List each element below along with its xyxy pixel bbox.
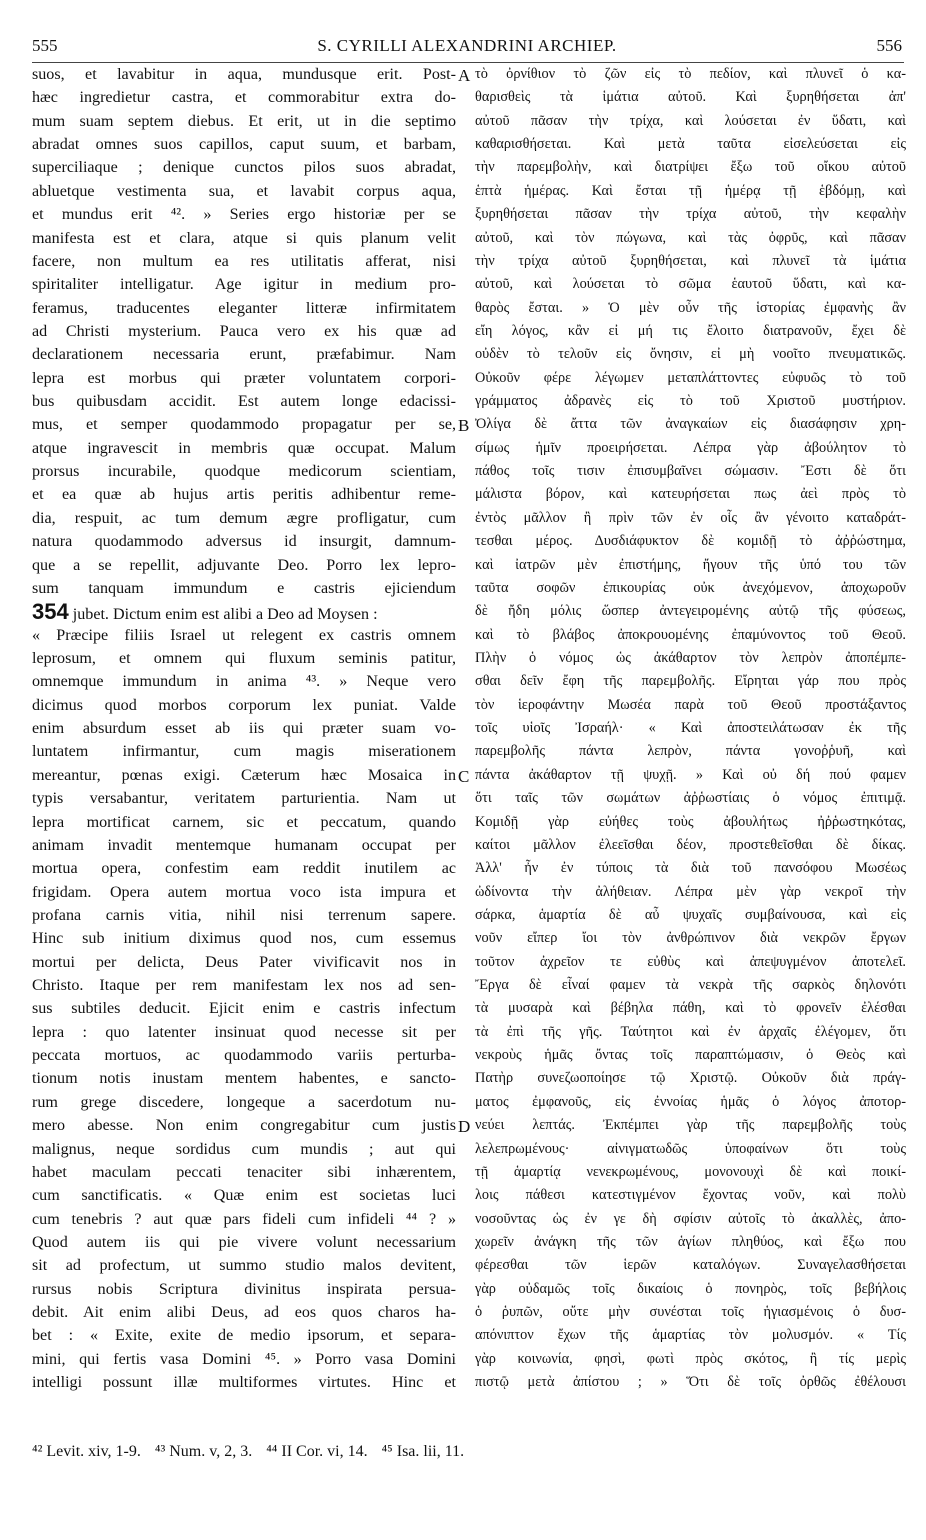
greek-line: οὐδὲν τὸ τελοῦν εἰς ὄνησιν, εἰ μὴ νοοῖτο πνευματικῶς.	[475, 346, 906, 363]
latin-line: dicimus quod morbos corporum lex puniat. Valde	[32, 696, 456, 714]
latin-line: « Præcipe filiis Israel ut relegent ex castris omnem	[32, 626, 456, 644]
latin-line: sum tanquam immundum e castris ejiciendum	[32, 579, 456, 597]
greek-line: πάντα ἀκάθαρτον τῇ ψυχῇ. » Καὶ οὐ δή πού φαμεν	[475, 766, 906, 783]
latin-line: natura quodammodo adversus id insurgit, damnum-	[32, 533, 456, 551]
greek-line: τοῖς υἱοῖς Ἰσραήλ· « Καὶ ἀποστειλάτωσαν ἐκ τῆς	[475, 720, 906, 737]
latin-line: et ea quæ ab hujus artis peritis adhibentur reme-	[32, 486, 456, 504]
greek-line: καὶ ἰατρῶν μὲν ἐπιστήμης, ἤγουν τῆς ὑπό του τῶν	[475, 556, 906, 573]
latin-line: declarationem necessaria erunt, præfabimur. Nam	[32, 346, 456, 364]
latin-line: superciliaque ; denique cunctos pilos suos abradat,	[32, 159, 456, 177]
latin-line: mum suam septem diebus. Et erit, ut in die septimo	[32, 112, 456, 130]
margin-marker-b: B	[458, 416, 470, 435]
greek-line: λελεπρωμένους· αἰνιγματωδῶς ὑποφαίνων ὅτι τοὺς	[475, 1140, 906, 1157]
running-title: S. CYRILLI ALEXANDRINI ARCHIEP.	[317, 36, 617, 55]
latin-line: peccata mortuos, ac quodammodo variis perturba-	[32, 1047, 456, 1065]
greek-line: αὐτοῦ πᾶσαν τὴν τρίχα, καὶ λούσεται ἐν ὕδατι, καὶ	[475, 112, 906, 129]
greek-line: Ἀλλ' ἦν ἐν τύποις τὰ διὰ τοῦ πανσόφου Μωσέως	[475, 860, 906, 877]
greek-line: γράμματος ἀδρανὲς εἰς τὸ τοῦ Χριστοῦ μυστήριον.	[475, 393, 906, 410]
greek-line: ὁ ῥυπῶν, οὔτε μὴν συνέσται τοῖς ἡγιασμένοις ὁ δυσ-	[475, 1304, 906, 1321]
footnote-43: ⁴³ Num. v, 2, 3.	[154, 1443, 253, 1460]
greek-line: εἴη λόγος, κἂν εἰ μή τις ἔλοιτο διατρανοῦν, ἔχει δὲ	[475, 322, 906, 339]
latin-line: rum grege discedere, longeque a sacerdotum nu-	[32, 1093, 456, 1111]
latin-line: debit. Ait enim alibi Deus, ad eos quos charos ha-	[32, 1304, 456, 1322]
latin-column	[32, 63, 456, 1429]
greek-line: τὸν ἱεροφάντην Μωσέα παρὰ τοῦ Θεοῦ προστάξαντος	[475, 696, 906, 713]
greek-line: αὐτοῦ, καὶ τὸν πώγωνα, καὶ τὰς ὀφρῦς, καὶ πᾶσαν	[475, 229, 906, 246]
greek-line: σίμως ἡμῖν προειρήσεται. Λέπρα γὰρ ἀβούλητον τὸ	[475, 439, 906, 456]
greek-line: νεύει λεπτάς. Ἐκπέμπει γὰρ τῆς παρεμβολῆς τοὺς	[475, 1117, 906, 1134]
latin-line: typis versabantur, veritatem parturientia. Nam ut	[32, 790, 456, 808]
page-number-right: 556	[876, 36, 902, 55]
margin-marker-a: A	[458, 66, 471, 85]
greek-line: γὰρ κοινωνία, φησὶ, φωτὶ πρὸς σκότος, ἢ τίς μερὶς	[475, 1350, 906, 1367]
latin-line: dia, respuit, ac tum demum ægre profligatur, cum	[32, 509, 456, 527]
greek-line: ὠδίνοντα τὴν ἀλήθειαν. Λέπρα μὲν γὰρ νεκροῖ τὴν	[475, 883, 906, 900]
latin-line: cum sanctificatis. « Quæ enim est societas luci	[32, 1187, 456, 1205]
latin-line: Christo. Itaque per rem manifestam lex nos ad sen-	[32, 977, 456, 995]
latin-line: leprosum, et omnem qui fluxum seminis patitur,	[32, 649, 456, 667]
greek-line: τὴν παρεμβολὴν, καὶ διατρίψει ἔξω τοῦ οἴκου αὐτοῦ	[475, 159, 906, 176]
latin-line: sus subtiles deducit. Ejicit enim e castris infectum	[32, 1000, 456, 1018]
latin-line: lepra mortificat carnem, sic et peccatum, quando	[32, 813, 456, 831]
greek-line: νοσοῦντας ὡς ἐν γε δὴ σφίσιν αὐτοῖς τὸ ἀκαλλὲς, ἀπο-	[475, 1210, 906, 1227]
latin-line: atque ingravescit in membris quæ occupat. Malum	[32, 439, 456, 457]
latin-line: Hinc sub initium diximus quod nos, cum essemus	[32, 930, 456, 948]
greek-line: Οὐκοῦν φέρε λέγωμεν μεταπλάττοντες εὐφυῶς τὸ τοῦ	[475, 369, 906, 386]
latin-line: lepra est morbus qui præter voluntatem corpori-	[32, 369, 456, 387]
page-header	[32, 36, 902, 60]
latin-line: que a se repellit, adjuvante Deo. Porro lex lepro-	[32, 556, 456, 574]
greek-line: χωρεῖν ἀνάγκη τῆς τῶν ἁγίων πληθύος, καὶ ἔξω που	[475, 1233, 906, 1250]
greek-line: σθαι δεῖν ἔφη τῆς παρεμβολῆς. Εἴρηται γάρ που πρὸς	[475, 673, 906, 690]
greek-line: καίτοι μᾶλλον ἐλεεῖσθαι δέον, προστεθεῖσθαι δὲ δίκας.	[475, 836, 906, 853]
latin-line: habet maculam peccati tenaciter sibi inhærentem,	[32, 1163, 456, 1181]
latin-line: mero abesse. Non enim congregabitur cum justis	[32, 1117, 456, 1135]
greek-line: τῇ ἁμαρτίᾳ νενεκρωμένους, μονονουχὶ δὲ καὶ ποικί-	[475, 1163, 906, 1180]
latin-line: frigidam. Opera autem mortua voco ista impura et	[32, 883, 456, 901]
greek-line: ξυρηθήσεται πᾶσαν τὴν τρίχα αὐτοῦ, τὴν κεφαλὴν	[475, 206, 906, 223]
latin-line: intelligi possunt illæ multiformes virtutes. Hinc et	[32, 1374, 456, 1392]
latin-line: mus, et semper quodammodo propagatur per se,	[32, 416, 456, 434]
latin-line: spiritaliter intelligatur. Age igitur in medium pro-	[32, 276, 456, 294]
latin-line: mini, qui fertis vasa Domini ⁴⁵. » Porro vasa Domini	[32, 1350, 456, 1368]
greek-line: ματος ἐμφανοῦς, εἰς ἐννοίας ἡμᾶς ὁ λόγος ἀποτορ-	[475, 1093, 906, 1110]
greek-line: ταῦτα σοφῶν ἐπικουρίας οὐκ ἀνεχόμενον, ἀποχωροῦν	[475, 579, 906, 596]
footnotes	[32, 1443, 904, 1461]
greek-line: τὰ ἐπὶ τῆς γῆς. Ταύτητοι καὶ ἐν ἀρχαῖς ἐλέγομεν, ὅτι	[475, 1023, 906, 1040]
greek-line: Πατὴρ συνεζωοποίησε τῷ Χριστῷ. Οὐκοῦν διὰ πράγ-	[475, 1070, 906, 1087]
latin-line: sit ad profectum, ut summo studio malos devitent,	[32, 1257, 456, 1275]
latin-line: hæc ingredietur castra, et commorabitur extra do-	[32, 89, 456, 107]
greek-line: μάλιστα βόρον, καὶ κατευρήσεται πως ἀεὶ πρὸς τὸ	[475, 486, 906, 503]
greek-line: Ὀλίγα δὲ ἄττα τῶν ἀναγκαίων εἰς διασάφησιν χρη-	[475, 416, 906, 433]
greek-line: νοῦν εἴπερ ἴοι τὸν ἀνθρώπινον διὰ νεκρῶν ἔργων	[475, 930, 906, 947]
greek-line: φέρεσθαι τῶν ἱερῶν καταλόγων. Συναγελασθήσεται	[475, 1257, 906, 1274]
greek-line: σάρκα, ἁμαρτία δὲ αὖ ψυχαῖς συμβαίνουσα, καὶ εἰς	[475, 906, 906, 923]
latin-line: prorsus incurabile, quodque medicorum scientiam,	[32, 463, 456, 481]
margin-marker-c: C	[458, 767, 470, 786]
greek-line: Κομιδῇ γὰρ εὐήθες τοὺς ἀβουλήτως ἠῤῥωστηκότας,	[475, 813, 906, 830]
greek-line: τὸ ὀρνίθιον τὸ ζῶν εἰς τὸ πεδίον, καὶ πλυνεῖ ὁ κα-	[475, 66, 906, 82]
latin-line: animam invadit mentemque humanam occupat per	[32, 836, 456, 854]
latin-line: Quod autem iis qui pie vivere volunt necessarium	[32, 1233, 456, 1251]
latin-line: bus quibusdam accidit. Est autem longe edacissi-	[32, 393, 456, 411]
latin-line: mereantur, pœnas exigi. Cæterum hæc Mosaica in	[32, 766, 456, 784]
greek-line: τὰ μυσαρὰ καὶ βέβηλα πάθη, καὶ τὸ φρονεῖν ἐλέσθαι	[475, 1000, 906, 1017]
greek-column	[475, 63, 906, 1429]
latin-line	[32, 600, 456, 623]
page-number-left: 555	[32, 36, 58, 55]
greek-line: δὲ ἤδη μόλις ὥσπερ ἀντεγειρομένης αὐτῷ τῆς φύσεως,	[475, 603, 906, 620]
latin-line: et mundus erit ⁴². » Series ergo historiæ per se	[32, 206, 456, 224]
greek-line: καθαρισθήσεται. Καὶ μετὰ ταῦτα εἰσελεύσεται εἰς	[475, 136, 906, 153]
greek-line: απόνιπτον ἔχων τῆς ἁμαρτίας τὸν μολυσμόν. « Τίς	[475, 1327, 906, 1344]
latin-line: facere, non multum ea res utilitatis afferat, nisi	[32, 252, 456, 270]
latin-line: enim absurdum esset ab iis qui præter suam vo-	[32, 720, 456, 738]
latin-line: manifesta est et clara, atque si quis planum velit	[32, 229, 456, 247]
greek-line: πάθος τοῖς τισιν ἐπισυμβαῖνει σώμασιν. Ἔστι δὲ ὅτι	[475, 463, 906, 480]
latin-line: suos, et lavabitur in aqua, mundusque erit. Post-	[32, 66, 456, 83]
greek-line: θαρισθεὶς τὰ ἱμάτια αὐτοῦ. Καὶ ξυρηθήσεται ἀπ'	[475, 89, 906, 106]
latin-line: tionum notis inustam mentem habentes, e sancto-	[32, 1070, 456, 1088]
greek-line: θαρὸς ἔσται. » Ὁ μὲν οὖν τῆς ἱστορίας ἐμφανὴς ἂν	[475, 299, 906, 316]
greek-line: παρεμβολῆς πάντα λεπρὸν, πάντα γονοῤῥυῆ, καὶ	[475, 743, 906, 760]
latin-line: malignus, neque sordidus cum mundis ; aut qui	[32, 1140, 456, 1158]
latin-line: bet : « Exite, exite de medio ipsorum, et separa-	[32, 1327, 456, 1345]
latin-line: lepra : quo latenter insinuat quod necesse sit per	[32, 1023, 456, 1041]
latin-line: rursus nobis Scriptura divinitus inspirata persua-	[32, 1280, 456, 1298]
greek-line: καὶ τὸ βλάβος ἀποκρουομένης ἐπαμύνοντος τοῦ Θεοῦ.	[475, 626, 906, 643]
greek-line: τεσθαι μέρος. Δυσδιάφυκτον δὲ κομιδῇ τὸ ἀῤῥώστημα,	[475, 533, 906, 550]
latin-line: ad Christi mysterium. Pauca vero ex his quæ ad	[32, 322, 456, 340]
latin-line: profana carnis vitia, nihil nisi terrenum sapere.	[32, 906, 456, 924]
greek-line: αὐτοῦ, καὶ λούσεται τὸ σῶμα ἑαυτοῦ ὕδατι, καὶ κα-	[475, 276, 906, 293]
footnote-44: ⁴⁴ II Cor. vi, 14.	[266, 1443, 368, 1460]
greek-line: ὅτι ταῖς τῶν σωμάτων ἀῤῥωστίαις ὁ νόμος ἐπιτιμᾷ.	[475, 790, 906, 807]
greek-line: Ἔργα δὲ εἶναί φαμεν τὰ νεκρὰ τῆς σαρκὸς δηλονότι	[475, 977, 906, 994]
greek-line: γὰρ οὐδαμῶς τοῖς δικαίοις ὁ πονηρὸς, τοῖς βεβήλοις	[475, 1280, 906, 1297]
greek-line: νεκροὺς ἡμᾶς ὄντας τοῖς παραπτώμασιν, ὁ Θεὸς καὶ	[475, 1047, 906, 1064]
latin-line: mortui per delicta, Deus Pater vivificavit nos in	[32, 953, 456, 971]
latin-line: mortua opera, confestim eam reddit inutilem ac	[32, 860, 456, 878]
greek-line: Πλὴν ὁ νόμος ὡς ἀκάθαρτον τὸν λεπρὸν ἀποπέμπε-	[475, 649, 906, 666]
line-text: jubet. Dictum enim est alibi a Deo ad Moysen :	[72, 606, 378, 624]
greek-line: τὴν τρίχα αὐτοῦ ξυρηθήσεται, καὶ πλυνεῖ τὰ ἱμάτια	[475, 252, 906, 269]
latin-line: cum tenebris ? aut quæ pars fideli cum infideli ⁴⁴ ? »	[32, 1210, 456, 1228]
footnote-45: ⁴⁵ Isa. lii, 11.	[381, 1443, 465, 1460]
greek-line: πιστῷ μετὰ ἀπίστου ; » Ὅτι δὲ τοῖς ὀρθῶς ἐθέλουσι	[475, 1374, 906, 1391]
latin-line: abluetque vestimenta sua, et lavabit corpus aqua,	[32, 182, 456, 200]
margin-marker-d: D	[458, 1117, 471, 1136]
latin-line: abradat omnes suos capillos, caput suum, et barbam,	[32, 136, 456, 154]
greek-line: ἑπτὰ ἡμέρας. Καὶ ἔσται τῇ ἡμέρᾳ τῇ ἑβδόμῃ, καὶ	[475, 182, 906, 199]
latin-line: feramus, traducentes eleganter litteræ infirmitatem	[32, 299, 456, 317]
footnote-42: ⁴² Levit. xiv, 1-9.	[32, 1443, 141, 1460]
latin-line: luntatem infirmantur, cum magis miserationem	[32, 743, 456, 761]
greek-line: ἐντὸς μᾶλλον ἢ πρὶν τῶν ἐν οἷς ἂν γένοιτο καταδράτ-	[475, 509, 906, 526]
latin-line: omnemque immundum in anima ⁴³. » Neque vero	[32, 673, 456, 691]
greek-line: λοις πάθεσι κατεστιγμένον ἔχοντας νοῦν, καὶ πολὺ	[475, 1187, 906, 1204]
inline-page-number: 354	[32, 599, 69, 625]
greek-line: τοῦτον ἀχρεῖον τε εὐθὺς καὶ ἀπεψυγμένον ἀποτελεῖ.	[475, 953, 906, 970]
